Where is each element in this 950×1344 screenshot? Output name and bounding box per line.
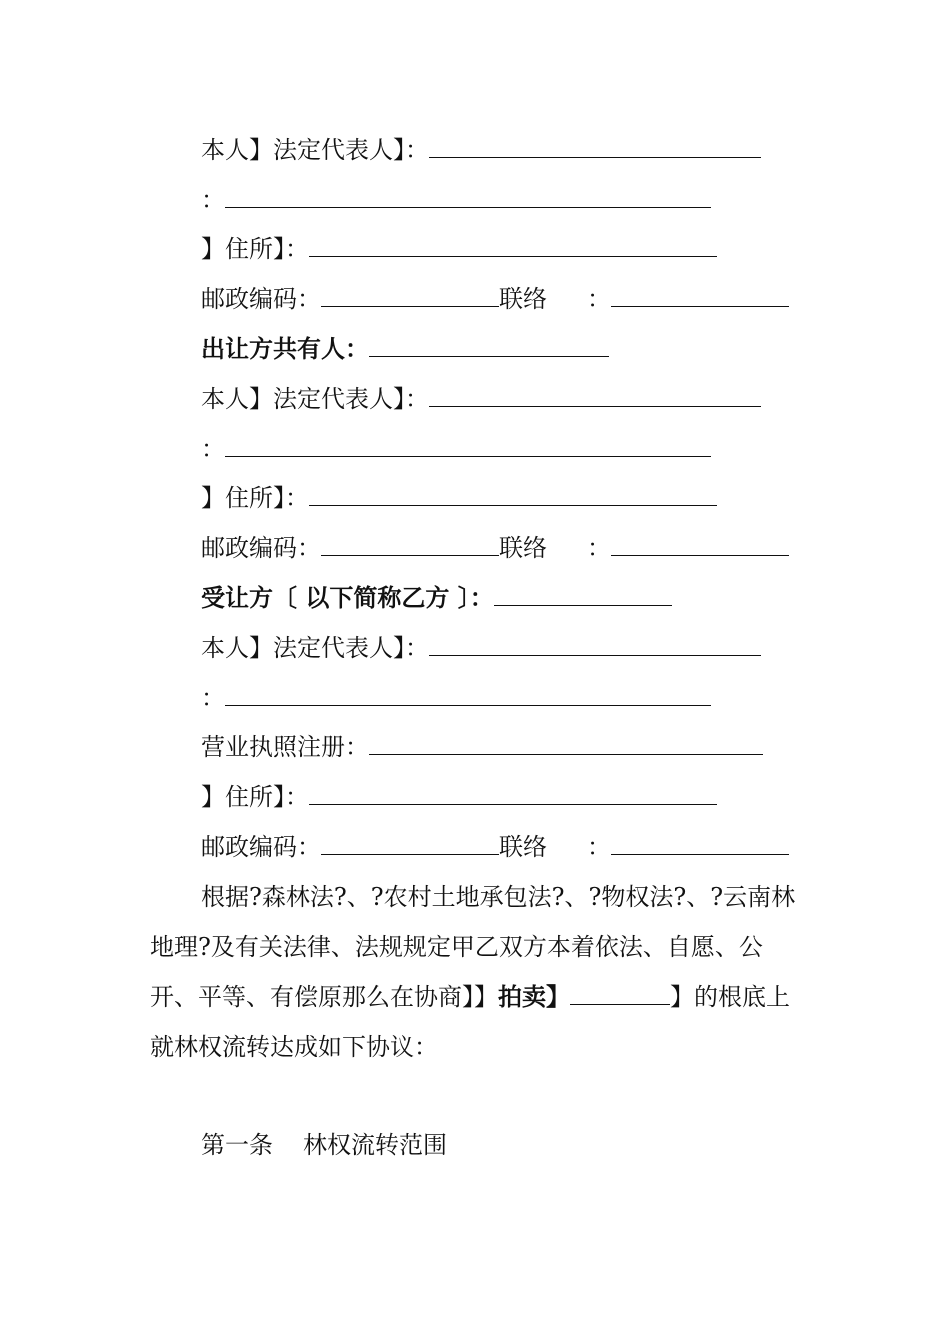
article-heading bbox=[201, 1130, 447, 1160]
colon-line-3 bbox=[201, 683, 711, 713]
blank-field[interactable] bbox=[225, 683, 711, 706]
blank-field[interactable] bbox=[369, 334, 609, 357]
agreement-paragraph bbox=[150, 872, 800, 1072]
address-line-3 bbox=[201, 782, 717, 812]
paragraph-text: 根据?森林法?、?农村土地承包法?、?物权法?、?云南林地理?及有关法律、法规规定甲乙双方本着依法、自愿、公开、平等、有偿原那么在协商】】 bbox=[150, 883, 796, 1011]
blank-field[interactable] bbox=[429, 633, 761, 656]
representative-line-3 bbox=[201, 633, 761, 663]
blank-field[interactable] bbox=[225, 434, 711, 457]
field-label: 联络 bbox=[499, 285, 547, 313]
representative-line-1 bbox=[201, 135, 761, 165]
field-label: 】住所】： bbox=[201, 484, 309, 512]
blank-field[interactable] bbox=[309, 234, 717, 257]
postcode-line-3 bbox=[201, 832, 789, 862]
field-label: 邮政编码： bbox=[201, 833, 321, 861]
field-label: 本人】法定代表人】： bbox=[201, 136, 429, 164]
field-label: 联络 bbox=[499, 534, 547, 562]
blank-field[interactable] bbox=[321, 533, 499, 556]
paragraph-text: 】的根底上就林权流转达成如下协议： bbox=[150, 983, 790, 1061]
blank-field[interactable] bbox=[611, 284, 789, 307]
colon-line-1 bbox=[201, 185, 711, 215]
paragraph-bold-text: 拍卖】 bbox=[498, 983, 570, 1011]
field-label: 】住所】： bbox=[201, 235, 309, 263]
field-label: 本人】法定代表人】： bbox=[201, 385, 429, 413]
blank-field[interactable] bbox=[369, 732, 763, 755]
field-label: ： bbox=[201, 435, 225, 463]
blank-field[interactable] bbox=[321, 832, 499, 855]
blank-field[interactable] bbox=[429, 135, 761, 158]
field-label: ： bbox=[201, 186, 225, 214]
blank-field[interactable] bbox=[611, 832, 789, 855]
field-label: ： bbox=[201, 684, 225, 712]
blank-field[interactable] bbox=[570, 982, 670, 1005]
blank-field[interactable] bbox=[429, 384, 761, 407]
transferee-line bbox=[201, 583, 672, 613]
field-label: 出让方共有人： bbox=[201, 335, 369, 363]
colon-line-2 bbox=[201, 434, 711, 464]
address-line-2 bbox=[201, 483, 717, 513]
representative-line-2 bbox=[201, 384, 761, 414]
blank-field[interactable] bbox=[309, 782, 717, 805]
blank-field[interactable] bbox=[309, 483, 717, 506]
field-label: 营业执照注册： bbox=[201, 733, 369, 761]
field-label: ： bbox=[587, 833, 611, 861]
blank-field[interactable] bbox=[494, 583, 672, 606]
blank-field[interactable] bbox=[225, 185, 711, 208]
business-license-line bbox=[201, 732, 763, 762]
field-label: ： bbox=[587, 534, 611, 562]
article-number: 第一条 bbox=[201, 1131, 273, 1159]
postcode-line-1 bbox=[201, 284, 789, 314]
blank-field[interactable] bbox=[611, 533, 789, 556]
field-label: 联络 bbox=[499, 833, 547, 861]
field-label: 】住所】： bbox=[201, 783, 309, 811]
postcode-line-2 bbox=[201, 533, 789, 563]
field-label: ： bbox=[587, 285, 611, 313]
article-title: 林权流转范围 bbox=[303, 1131, 447, 1159]
blank-field[interactable] bbox=[321, 284, 499, 307]
address-line-1 bbox=[201, 234, 717, 264]
field-label: 受让方〔 以下简称乙方 〕： bbox=[201, 584, 494, 612]
co-owner-line bbox=[201, 334, 609, 364]
field-label: 邮政编码： bbox=[201, 534, 321, 562]
field-label: 邮政编码： bbox=[201, 285, 321, 313]
field-label: 本人】法定代表人】： bbox=[201, 634, 429, 662]
